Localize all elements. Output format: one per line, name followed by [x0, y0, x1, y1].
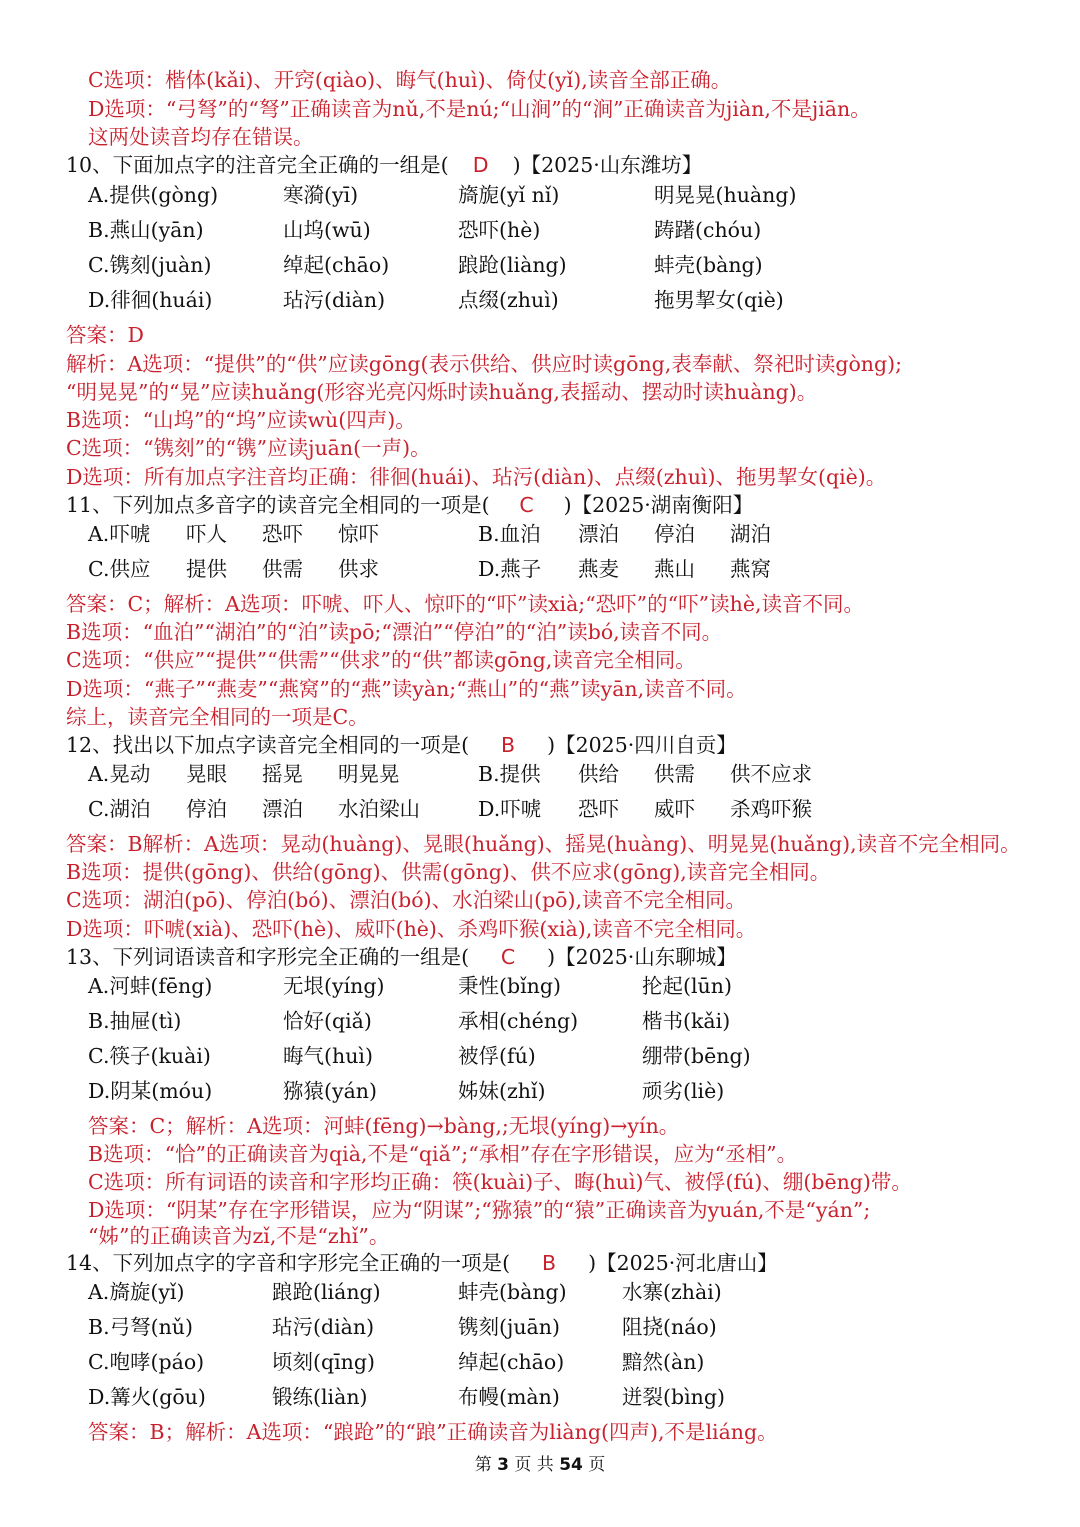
option-item: 供不应求: [730, 762, 812, 786]
option-item: 被俘(fú): [458, 1044, 536, 1068]
option-item: 顽劣(liè): [642, 1079, 725, 1103]
question-stem: 10、下面加点字的注音完全正确的一组是(: [66, 153, 449, 177]
question-stem: 13、下列词语读音和字形完全正确的一组是(: [66, 945, 470, 969]
option-item: A.河蚌(fēng): [88, 974, 213, 998]
option-item: 蚌壳(bàng): [654, 253, 763, 277]
explanation-line: C选项：楷体(kǎi)、开窍(qiào)、晦气(huì)、倚仗(yǐ),读音全部正确。: [88, 68, 732, 92]
option-item: 绰起(chāo): [283, 253, 390, 277]
option-item: 布幔(màn): [458, 1385, 560, 1409]
option-item: B.抽屉(tì): [88, 1009, 182, 1033]
option-item: 承相(chéng): [458, 1009, 579, 1033]
explanation-line: B选项：提供(gōng)、供给(gōng)、供需(gōng)、供不应求(gōng),读音完全相同。: [66, 860, 831, 884]
option-item: D.燕子: [478, 557, 542, 581]
option-item: 漂泊: [262, 797, 303, 821]
option-item: 楷书(kǎi): [642, 1009, 731, 1033]
explanation-line: D选项：吓唬(xià)、恐吓(hè)、威吓(hè)、杀鸡吓猴(xià),读音不完全相同。: [66, 917, 757, 941]
explanation-line: C选项：“供应”“提供”“供需”“供求”的“供”都读gōng,读音完全相同。: [66, 648, 696, 672]
option-item: 绰起(chāo): [458, 1350, 565, 1374]
option-item: 恐吓(hè): [458, 218, 541, 242]
option-item: 踉跄(liáng): [272, 1280, 381, 1304]
option-item: 明晃晃: [338, 762, 400, 786]
question-source: )【2025·山东潍坊】: [512, 153, 703, 177]
option-item: 旖旎(yǐ nǐ): [458, 183, 560, 207]
option-item: 锻练(liàn): [272, 1385, 368, 1409]
option-item: 蚌壳(bàng): [458, 1280, 567, 1304]
option-item: D.吓唬: [478, 797, 542, 821]
option-item: B.提供: [478, 762, 541, 786]
option-item: 山坞(wū): [283, 218, 371, 242]
option-item: 黯然(àn): [622, 1350, 705, 1374]
option-item: 供给: [578, 762, 619, 786]
option-item: 水泊梁山: [338, 797, 420, 821]
explanation-line: C选项：湖泊(pō)、停泊(bó)、漂泊(bó)、水泊梁山(pō),读音不完全相同。: [66, 888, 747, 912]
option-item: 抡起(lūn): [642, 974, 732, 998]
option-item: 恐吓: [578, 797, 619, 821]
explanation-line: 这两处读音均存在错误。: [88, 125, 314, 149]
explanation-line: 综上，读音完全相同的一项是C。: [66, 705, 369, 729]
option-item: B.弓弩(nǔ): [88, 1315, 193, 1339]
explanation-line: D选项：“弓弩”的“弩”正确读音为nǔ,不是nú;“山涧”的“涧”正确读音为jiàn,不是jiān。: [88, 97, 871, 121]
question-12: [66, 731, 737, 759]
option-item: A.旖旋(yǐ): [88, 1280, 185, 1304]
explanation-line: D选项：“阴某”存在字形错误，应为“阴谋”;“猕猿”的“猿”正确读音为yuán,不是“yán”;: [88, 1198, 871, 1222]
option-item: 迸裂(bìng): [622, 1385, 726, 1409]
option-item: 摇晃: [262, 762, 303, 786]
answer-letter: B: [542, 1251, 557, 1275]
page-total: 54: [559, 1455, 583, 1475]
question-stem: 12、找出以下加点字读音完全相同的一项是(: [66, 733, 470, 757]
option-item: 踉跄(liàng): [458, 253, 567, 277]
option-item: 燕窝: [730, 557, 771, 581]
question-stem: 14、下列加点字的字音和字形完全正确的一项是(: [66, 1251, 511, 1275]
option-item: A.吓唬: [88, 522, 151, 546]
explanation-line: C选项：所有词语的读音和字形均正确：筷(kuài)子、晦(huì)气、被俘(fú)、绷(bēng)带。: [88, 1170, 912, 1194]
option-item: 阻挠(náo): [622, 1315, 717, 1339]
option-item: 寒漪(yī): [283, 183, 359, 207]
option-item: 猕猿(yán): [283, 1079, 378, 1103]
question-source: )【2025·四川自贡】: [547, 733, 737, 757]
explanation-line: D选项：所有加点字注音均正确：徘徊(huái)、玷污(diàn)、点缀(zhuì)、拖男挈女(qiè)。: [66, 465, 887, 489]
explanation-line: B选项：“山坞”的“坞”应读wù(四声)。: [66, 408, 416, 432]
option-item: 晦气(huì): [283, 1044, 373, 1068]
answer-letter: D: [472, 153, 489, 177]
option-item: 停泊: [654, 522, 695, 546]
answer-letter: C: [519, 493, 534, 517]
option-item: 杀鸡吓猴: [730, 797, 812, 821]
page-number: 3: [497, 1455, 509, 1475]
option-item: D.篝火(gōu): [88, 1385, 206, 1409]
question-13: [66, 943, 737, 971]
option-item: 拖男挈女(qiè): [654, 288, 784, 312]
option-item: 恰好(qiǎ): [283, 1009, 372, 1033]
footer-text: 第: [474, 1455, 492, 1475]
option-item: 惊吓: [338, 522, 379, 546]
option-item: C.筷子(kuài): [88, 1044, 211, 1068]
explanation-line: B选项：“恰”的正确读音为qià,不是“qiǎ”;“承相”存在字形错误，应为“丞相”。: [88, 1142, 798, 1166]
option-item: 水寨(zhài): [622, 1280, 722, 1304]
option-item: 供求: [338, 557, 379, 581]
question-11: [66, 491, 753, 519]
footer-text: 页 共: [514, 1455, 554, 1475]
explanation-line: C选项：“镌刻”的“镌”应读juān(一声)。: [66, 436, 431, 460]
question-source: )【2025·河北唐山】: [588, 1251, 778, 1275]
option-item: 绷带(bēng): [642, 1044, 751, 1068]
option-item: 姊妹(zhǐ): [458, 1079, 546, 1103]
question-14: [66, 1249, 778, 1277]
option-item: 玷污(diàn): [283, 288, 386, 312]
option-item: 踌躇(chóu): [654, 218, 762, 242]
answer-letter: C: [500, 945, 516, 969]
option-item: 镌刻(juān): [458, 1315, 560, 1339]
explanation-line: 答案：C；解析：A选项：河蚌(fēng)→bàng,;无垠(yíng)→yín。: [88, 1114, 680, 1138]
explanation-line: 答案：B；解析：A选项：“踉跄”的“踉”正确读音为liàng(四声),不是liáng。: [88, 1420, 778, 1444]
explanation-line: 答案：C；解析：A选项：吓唬、吓人、惊吓的“吓”读xià;“恐吓”的“吓”读hè,读音不同。: [66, 592, 864, 616]
explanation-line: “姊”的正确读音为zǐ,不是“zhǐ”。: [88, 1224, 390, 1248]
explanation-line: B选项：“血泊”“湖泊”的“泊”读pō;“漂泊”“停泊”的“泊”读bó,读音不同。: [66, 620, 723, 644]
explanation-line: 答案：D: [66, 323, 144, 347]
option-item: 威吓: [654, 797, 695, 821]
option-item: B.燕山(yān): [88, 218, 204, 242]
question-source: )【2025·山东聊城】: [547, 945, 737, 969]
option-item: 提供: [186, 557, 227, 581]
option-item: 晃眼: [186, 762, 227, 786]
option-item: C.供应: [88, 557, 151, 581]
explanation-line: “明晃晃”的“晃”应读huǎng(形容光亮闪烁时读huǎng,表摇动、摆动时读huàng)。: [66, 380, 818, 404]
question-10: [66, 151, 702, 179]
option-item: 停泊: [186, 797, 227, 821]
option-item: 玷污(diàn): [272, 1315, 375, 1339]
option-item: 恐吓: [262, 522, 303, 546]
option-item: 无垠(yíng): [283, 974, 385, 998]
page-footer: [0, 1450, 1080, 1475]
option-item: A.提供(gòng): [88, 183, 219, 207]
option-item: D.徘徊(huái): [88, 288, 213, 312]
option-item: D.阴某(móu): [88, 1079, 213, 1103]
option-item: 燕麦: [578, 557, 619, 581]
option-item: C.镌刻(juàn): [88, 253, 212, 277]
question-source: )【2025·湖南衡阳】: [563, 493, 754, 517]
option-item: 秉性(bǐng): [458, 974, 562, 998]
option-item: B.血泊: [478, 522, 541, 546]
option-item: 漂泊: [578, 522, 619, 546]
option-item: 燕山: [654, 557, 695, 581]
option-item: 顷刻(qīng): [272, 1350, 376, 1374]
explanation-line: 解析：A选项：“提供”的“供”应读gōng(表示供给、供应时读gōng,表奉献、祭祀时读gòng);: [66, 352, 903, 376]
option-item: C.咆哮(páo): [88, 1350, 205, 1374]
option-item: A.晃动: [88, 762, 151, 786]
option-item: 明晃晃(huàng): [654, 183, 797, 207]
explanation-line: 答案：B解析：A选项：晃动(huàng)、晃眼(huǎng)、摇晃(huàng)、明晃晃(huǎng),读音不完全相同。: [66, 832, 1021, 856]
option-item: C.湖泊: [88, 797, 151, 821]
option-item: 吓人: [186, 522, 227, 546]
footer-text: 页: [588, 1455, 606, 1475]
option-item: 点缀(zhuì): [458, 288, 559, 312]
option-item: 供需: [654, 762, 695, 786]
explanation-line: D选项：“燕子”“燕麦”“燕窝”的“燕”读yàn;“燕山”的“燕”读yān,读音不同。: [66, 677, 747, 701]
question-stem: 11、下列加点多音字的读音完全相同的一项是(: [66, 493, 490, 517]
option-item: 供需: [262, 557, 303, 581]
answer-letter: B: [501, 733, 516, 757]
option-item: 湖泊: [730, 522, 771, 546]
